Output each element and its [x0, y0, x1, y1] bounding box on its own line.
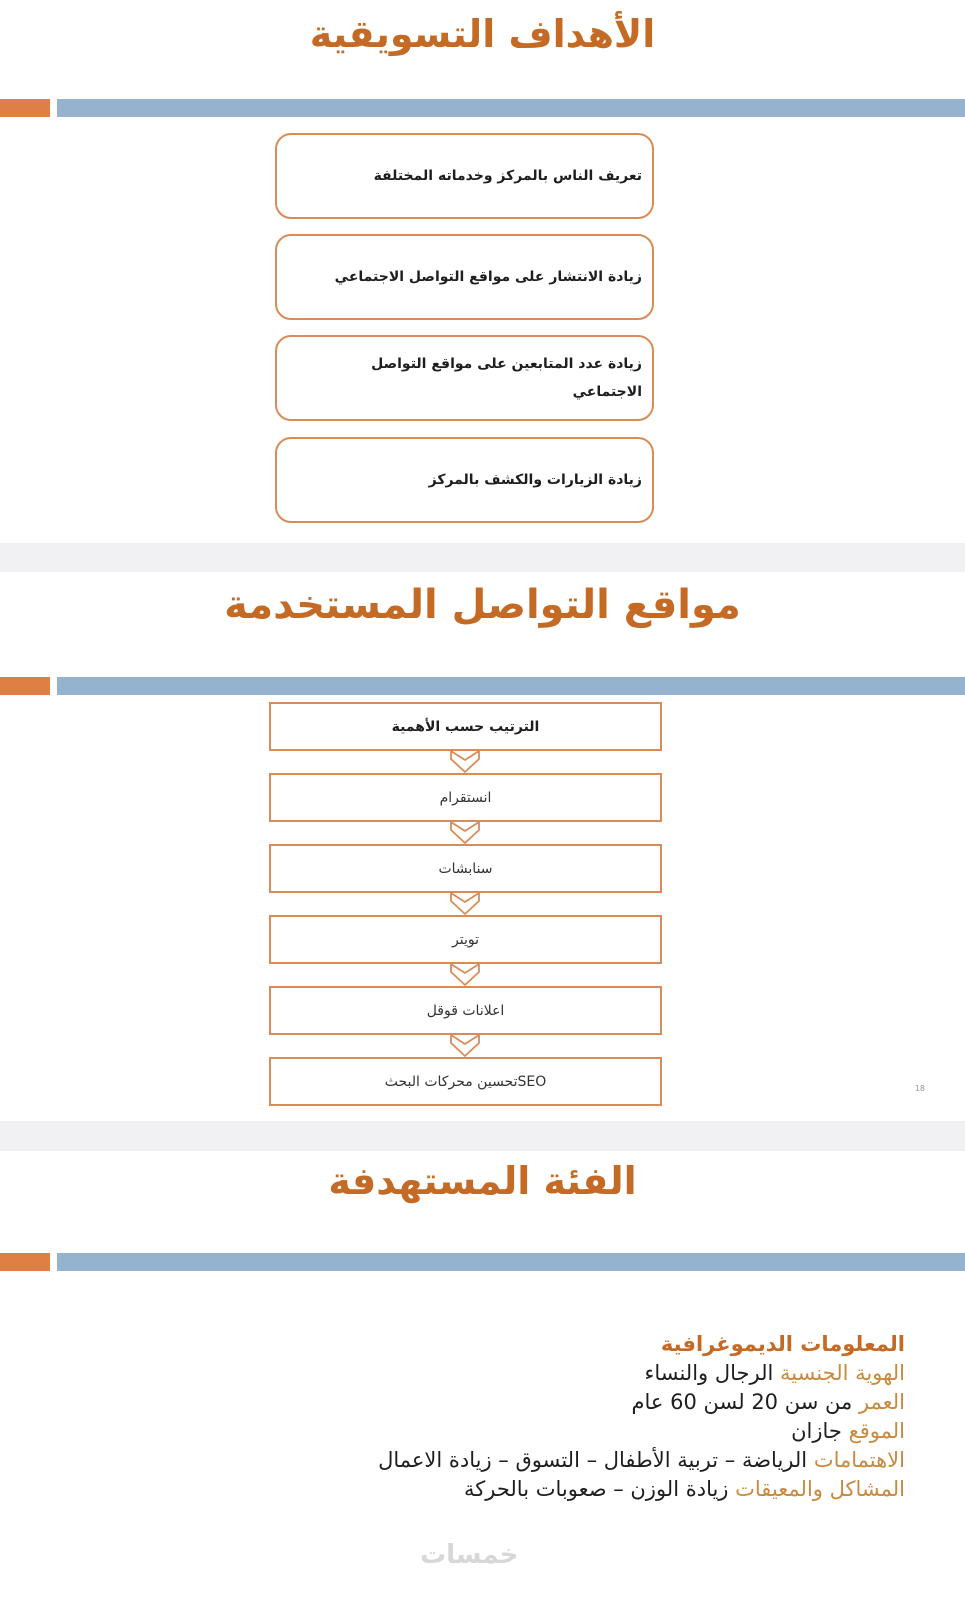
goal-box	[275, 335, 654, 421]
chevron-down-icon	[445, 892, 485, 916]
chevron-down-icon	[445, 821, 485, 845]
step-label: SEOتحسين محركات البحث	[384, 1073, 547, 1090]
row-label: الموقع	[848, 1419, 905, 1443]
slide-title: مواقع التواصل المستخدمة	[224, 582, 741, 628]
demographic-row	[378, 1475, 905, 1504]
chevron-down-icon	[445, 963, 485, 987]
row-value: من سن 20 لسن 60 عام	[631, 1390, 853, 1414]
goal-text: زيادة الانتشار على مواقع التواصل الاجتماعي	[334, 269, 642, 285]
goal-box	[275, 437, 654, 523]
flow-step	[269, 702, 662, 751]
row-value: زيادة الوزن – صعوبات بالحركة	[464, 1477, 729, 1501]
step-label: تويتر	[452, 931, 479, 948]
flow-step	[269, 915, 662, 964]
row-value: الرجال والنساء	[644, 1361, 774, 1385]
goal-text: زيادة عدد المتابعين على مواقع التواصل الاجتماعي	[371, 356, 642, 400]
demographic-row	[378, 1446, 905, 1475]
demographic-row	[378, 1359, 905, 1388]
page-number: 18	[914, 1084, 925, 1093]
step-label: انستقرام	[439, 789, 492, 806]
step-label: اعلانات قوقل	[426, 1002, 505, 1019]
chevron-down-icon	[445, 1034, 485, 1058]
demographics-heading: المعلومات الديموغرافية	[660, 1332, 905, 1356]
divider-bar	[57, 677, 965, 695]
step-label: الترتيب حسب الأهمية	[391, 718, 540, 735]
row-label: العمر	[858, 1390, 905, 1414]
row-label: الاهتمامات	[813, 1448, 905, 1472]
demographics-block	[378, 1330, 905, 1504]
slide-marketing-goals	[0, 0, 965, 543]
chevron-down-icon	[445, 750, 485, 774]
row-label: المشاكل والمعيقات	[735, 1477, 905, 1501]
row-value: جازان	[791, 1419, 842, 1443]
accent-bar	[0, 99, 50, 117]
slide-social-platforms	[0, 572, 965, 1121]
goal-box	[275, 234, 654, 320]
goal-text: زيادة الزيارات والكشف بالمركز	[428, 472, 642, 488]
flow-step	[269, 844, 662, 893]
divider-bar	[57, 1253, 965, 1271]
demographic-row	[378, 1417, 905, 1446]
row-value: الرياضة – تربية الأطفال – التسوق – زيادة الاعمال	[378, 1448, 808, 1472]
divider-bar	[57, 99, 965, 117]
flow-step	[269, 773, 662, 822]
goal-text: تعريف الناس بالمركز وخدماته المختلفة	[373, 168, 642, 184]
slide-title: الفئة المستهدفة	[328, 1159, 637, 1203]
step-label: سنابشات	[438, 860, 493, 877]
watermark-logo: خمسات	[420, 1540, 519, 1570]
accent-bar	[0, 1253, 50, 1271]
flow-step	[269, 1057, 662, 1106]
slide-target-audience	[0, 1151, 965, 1600]
demographic-row	[378, 1388, 905, 1417]
slide-title: الأهداف التسويقية	[309, 12, 656, 56]
flow-step	[269, 986, 662, 1035]
row-label: الهوية الجنسية	[780, 1361, 905, 1385]
goal-box	[275, 133, 654, 219]
accent-bar	[0, 677, 50, 695]
